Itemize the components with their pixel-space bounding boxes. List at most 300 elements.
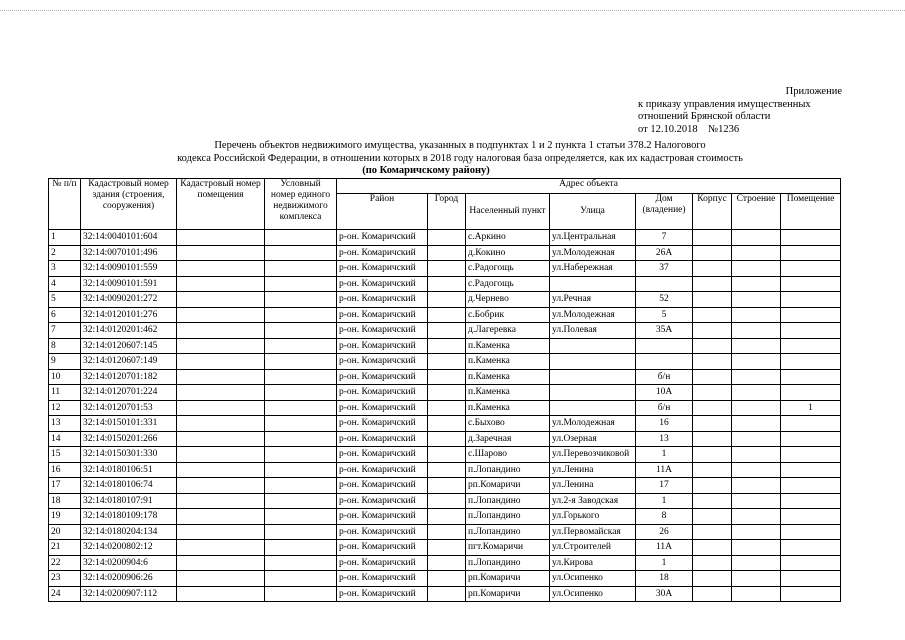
cell-locality: д.Заречная xyxy=(466,431,550,447)
cell-street: ул.Ленина xyxy=(550,478,636,494)
cell-cond-num xyxy=(265,400,337,416)
cell-korpus xyxy=(693,478,732,494)
cell-cond-num xyxy=(265,555,337,571)
cell-room xyxy=(781,493,841,509)
cell-house: 8 xyxy=(636,509,693,525)
cell-district: р-он. Комаричский xyxy=(337,323,428,339)
table-row xyxy=(49,307,841,323)
cell-street: ул.Осипенко xyxy=(550,586,636,602)
cell-korpus xyxy=(693,447,732,463)
cell-building xyxy=(732,447,781,463)
header-street: Улица xyxy=(550,194,636,230)
cell-building xyxy=(732,400,781,416)
cell-district: р-он. Комаричский xyxy=(337,540,428,556)
cell-locality: пгт.Комаричи xyxy=(466,540,550,556)
cell-num: 19 xyxy=(49,509,81,525)
cell-korpus xyxy=(693,509,732,525)
cell-city xyxy=(428,369,466,385)
cell-cad-room xyxy=(177,292,265,308)
cell-locality: рп.Комаричи xyxy=(466,586,550,602)
cell-locality: п.Лопандино xyxy=(466,493,550,509)
cell-cad-building: 32:14:0120101:276 xyxy=(81,307,177,323)
cell-cad-room xyxy=(177,400,265,416)
table-row xyxy=(49,245,841,261)
cell-district: р-он. Комаричский xyxy=(337,524,428,540)
cell-room xyxy=(781,338,841,354)
cell-house: 37 xyxy=(636,261,693,277)
cell-locality: с.Шарово xyxy=(466,447,550,463)
cell-num: 14 xyxy=(49,431,81,447)
cell-district: р-он. Комаричский xyxy=(337,369,428,385)
cell-house: 5 xyxy=(636,307,693,323)
cell-cond-num xyxy=(265,354,337,370)
cell-street: ул.Строителей xyxy=(550,540,636,556)
cell-cad-building: 32:14:0150101:331 xyxy=(81,416,177,432)
cell-city xyxy=(428,586,466,602)
cell-cad-room xyxy=(177,586,265,602)
cell-korpus xyxy=(693,385,732,401)
cell-locality: д.Лагеревка xyxy=(466,323,550,339)
cell-locality: п.Каменка xyxy=(466,369,550,385)
cell-locality: с.Бобрик xyxy=(466,307,550,323)
cell-house: 1 xyxy=(636,555,693,571)
cell-city xyxy=(428,493,466,509)
cell-locality: п.Каменка xyxy=(466,400,550,416)
cell-street xyxy=(550,276,636,292)
cell-building xyxy=(732,478,781,494)
cell-cond-num xyxy=(265,230,337,246)
cell-num: 21 xyxy=(49,540,81,556)
table-row xyxy=(49,354,841,370)
header-cond-num: Условный номер единого недвижимого комплекса xyxy=(265,179,337,230)
cell-locality: п.Лопандино xyxy=(466,462,550,478)
cell-num: 16 xyxy=(49,462,81,478)
property-table xyxy=(48,178,841,602)
cell-locality: с.Радогощь xyxy=(466,276,550,292)
cell-num: 15 xyxy=(49,447,81,463)
cell-cad-room xyxy=(177,338,265,354)
cell-street: ул.Кирова xyxy=(550,555,636,571)
header-address: Адрес объекта xyxy=(337,179,841,194)
cell-city xyxy=(428,307,466,323)
cell-cond-num xyxy=(265,571,337,587)
cell-korpus xyxy=(693,338,732,354)
cell-cad-room xyxy=(177,261,265,277)
cell-building xyxy=(732,230,781,246)
cell-room xyxy=(781,307,841,323)
cell-building xyxy=(732,385,781,401)
cell-city xyxy=(428,338,466,354)
cell-num: 18 xyxy=(49,493,81,509)
cell-cond-num xyxy=(265,292,337,308)
cell-house xyxy=(636,276,693,292)
cell-cad-room xyxy=(177,276,265,292)
cell-cad-building: 32:14:0040101:604 xyxy=(81,230,177,246)
cell-district: р-он. Комаричский xyxy=(337,462,428,478)
cell-city xyxy=(428,571,466,587)
cell-cad-building: 32:14:0120701:53 xyxy=(81,400,177,416)
cell-city xyxy=(428,555,466,571)
cell-korpus xyxy=(693,245,732,261)
cell-locality: рп.Комаричи xyxy=(466,478,550,494)
cell-cond-num xyxy=(265,338,337,354)
cell-cad-room xyxy=(177,354,265,370)
cell-room xyxy=(781,555,841,571)
cell-num: 11 xyxy=(49,385,81,401)
cell-korpus xyxy=(693,369,732,385)
cell-building xyxy=(732,416,781,432)
cell-cad-building: 32:14:0200802:12 xyxy=(81,540,177,556)
cell-cad-room xyxy=(177,431,265,447)
cell-city xyxy=(428,540,466,556)
cell-korpus xyxy=(693,524,732,540)
cell-house: 11А xyxy=(636,540,693,556)
cell-house: 26А xyxy=(636,245,693,261)
cell-street: ул.Первомайская xyxy=(550,524,636,540)
cell-cond-num xyxy=(265,509,337,525)
cell-room xyxy=(781,261,841,277)
cell-korpus xyxy=(693,431,732,447)
cell-building xyxy=(732,524,781,540)
cell-building xyxy=(732,369,781,385)
cell-cad-room xyxy=(177,493,265,509)
header-cad-building: Кадастровый номер здания (строения, сооружения) xyxy=(81,179,177,230)
cell-district: р-он. Комаричский xyxy=(337,431,428,447)
appendix-label: Приложение xyxy=(785,86,842,97)
table-row xyxy=(49,493,841,509)
table-row xyxy=(49,509,841,525)
cell-building xyxy=(732,509,781,525)
cell-building xyxy=(732,571,781,587)
document-title xyxy=(150,140,770,165)
cell-locality: п.Каменка xyxy=(466,338,550,354)
cell-house: 16 xyxy=(636,416,693,432)
cell-street: ул.Центральная xyxy=(550,230,636,246)
cell-street: ул.Горького xyxy=(550,509,636,525)
cell-district: р-он. Комаричский xyxy=(337,354,428,370)
table-row xyxy=(49,555,841,571)
cell-cad-building: 32:14:0200906:26 xyxy=(81,571,177,587)
scan-artifact xyxy=(0,10,905,17)
cell-district: р-он. Комаричский xyxy=(337,292,428,308)
cell-room xyxy=(781,586,841,602)
cell-num: 8 xyxy=(49,338,81,354)
header-district: Район xyxy=(337,194,428,230)
cell-room xyxy=(781,385,841,401)
cell-cad-room xyxy=(177,447,265,463)
table-row xyxy=(49,276,841,292)
cell-district: р-он. Комаричский xyxy=(337,385,428,401)
cell-cad-building: 32:14:0120701:224 xyxy=(81,385,177,401)
cell-house: 1 xyxy=(636,447,693,463)
cell-cad-building: 32:14:0180107:91 xyxy=(81,493,177,509)
cell-locality: п.Лопандино xyxy=(466,555,550,571)
cell-house: 35А xyxy=(636,323,693,339)
cell-street: ул.Речная xyxy=(550,292,636,308)
cell-building xyxy=(732,323,781,339)
cell-room xyxy=(781,230,841,246)
cell-cad-room xyxy=(177,509,265,525)
cell-district: р-он. Комаричский xyxy=(337,493,428,509)
cell-building xyxy=(732,354,781,370)
cell-district: р-он. Комаричский xyxy=(337,509,428,525)
cell-locality: д.Кокино xyxy=(466,245,550,261)
cell-building xyxy=(732,462,781,478)
cell-cad-building: 32:14:0120607:145 xyxy=(81,338,177,354)
cell-num: 13 xyxy=(49,416,81,432)
cell-cad-room xyxy=(177,524,265,540)
cell-city xyxy=(428,354,466,370)
cell-district: р-он. Комаричский xyxy=(337,245,428,261)
cell-district: р-он. Комаричский xyxy=(337,230,428,246)
cell-city xyxy=(428,416,466,432)
cell-cad-room xyxy=(177,478,265,494)
cell-city xyxy=(428,276,466,292)
cell-district: р-он. Комаричский xyxy=(337,478,428,494)
cell-korpus xyxy=(693,230,732,246)
table-row xyxy=(49,261,841,277)
cell-room xyxy=(781,447,841,463)
header-locality: Населенный пункт xyxy=(466,194,550,230)
cell-num: 20 xyxy=(49,524,81,540)
cell-korpus xyxy=(693,292,732,308)
cell-cond-num xyxy=(265,323,337,339)
cell-house: 18 xyxy=(636,571,693,587)
cell-cond-num xyxy=(265,524,337,540)
order-line-2: отношений Брянской области xyxy=(638,111,771,122)
cell-num: 9 xyxy=(49,354,81,370)
cell-num: 12 xyxy=(49,400,81,416)
cell-room xyxy=(781,292,841,308)
cell-cond-num xyxy=(265,478,337,494)
cell-city xyxy=(428,478,466,494)
cell-num: 1 xyxy=(49,230,81,246)
cell-district: р-он. Комаричский xyxy=(337,261,428,277)
cell-korpus xyxy=(693,586,732,602)
cell-city xyxy=(428,245,466,261)
cell-cad-building: 32:14:0090101:591 xyxy=(81,276,177,292)
cell-cad-room xyxy=(177,555,265,571)
cell-cad-room xyxy=(177,385,265,401)
cell-building xyxy=(732,292,781,308)
cell-district: р-он. Комаричский xyxy=(337,571,428,587)
header-num: № п/п xyxy=(49,179,81,230)
cell-cad-room xyxy=(177,416,265,432)
cell-city xyxy=(428,292,466,308)
cell-building xyxy=(732,540,781,556)
table-row xyxy=(49,524,841,540)
cell-house: 30А xyxy=(636,586,693,602)
cell-locality: п.Лопандино xyxy=(466,509,550,525)
cell-locality: рп.Комаричи xyxy=(466,571,550,587)
cell-locality: д.Чернево xyxy=(466,292,550,308)
cell-street: ул.Молодежная xyxy=(550,416,636,432)
cell-cad-building: 32:14:0070101:496 xyxy=(81,245,177,261)
cell-district: р-он. Комаричский xyxy=(337,416,428,432)
table-row xyxy=(49,540,841,556)
cell-house: б/н xyxy=(636,400,693,416)
cell-building xyxy=(732,307,781,323)
cell-street: ул.Перевозчиковой xyxy=(550,447,636,463)
header-korpus: Корпус xyxy=(693,194,732,230)
cell-house: 10А xyxy=(636,385,693,401)
cell-korpus xyxy=(693,571,732,587)
cell-room xyxy=(781,323,841,339)
order-line-1: к приказу управления имущественных xyxy=(638,98,811,110)
cell-cond-num xyxy=(265,261,337,277)
cell-street: ул.Набережная xyxy=(550,261,636,277)
cell-room xyxy=(781,431,841,447)
cell-room xyxy=(781,276,841,292)
cell-cad-building: 32:14:0200904:6 xyxy=(81,555,177,571)
cell-district: р-он. Комаричский xyxy=(337,338,428,354)
cell-house xyxy=(636,338,693,354)
cell-street: ул.Молодежная xyxy=(550,307,636,323)
cell-korpus xyxy=(693,416,732,432)
title-line-2: кодекса Российской Федерации, в отношении которых в 2018 году налоговая база определяется, как их кадастровая стоимость xyxy=(177,152,743,164)
cell-room xyxy=(781,416,841,432)
cell-cad-building: 32:14:0090201:272 xyxy=(81,292,177,308)
cell-korpus xyxy=(693,400,732,416)
cell-street: ул.Ленина xyxy=(550,462,636,478)
cell-street: ул.Осипенко xyxy=(550,571,636,587)
cell-cad-building: 32:14:0120607:149 xyxy=(81,354,177,370)
cell-cond-num xyxy=(265,416,337,432)
cell-street: ул.Полевая xyxy=(550,323,636,339)
cell-room xyxy=(781,571,841,587)
header-cad-room: Кадастровый номер помещения xyxy=(177,179,265,230)
cell-city xyxy=(428,524,466,540)
cell-cond-num xyxy=(265,276,337,292)
cell-room xyxy=(781,478,841,494)
document-subtitle: (по Комаричскому району) xyxy=(362,165,490,176)
cell-num: 22 xyxy=(49,555,81,571)
cell-city xyxy=(428,431,466,447)
cell-locality: п.Каменка xyxy=(466,354,550,370)
order-date-number: от 12.10.2018 №1236 xyxy=(638,123,740,135)
cell-cond-num xyxy=(265,586,337,602)
cell-cad-room xyxy=(177,230,265,246)
cell-district: р-он. Комаричский xyxy=(337,307,428,323)
cell-cad-building: 32:14:0180106:51 xyxy=(81,462,177,478)
cell-num: 17 xyxy=(49,478,81,494)
cell-house: 7 xyxy=(636,230,693,246)
cell-cad-room xyxy=(177,540,265,556)
cell-cond-num xyxy=(265,385,337,401)
cell-city xyxy=(428,230,466,246)
cell-korpus xyxy=(693,354,732,370)
cell-cond-num xyxy=(265,369,337,385)
cell-street xyxy=(550,369,636,385)
cell-room xyxy=(781,524,841,540)
cell-num: 5 xyxy=(49,292,81,308)
table-row xyxy=(49,369,841,385)
cell-city xyxy=(428,323,466,339)
cell-house: 11А xyxy=(636,462,693,478)
cell-cad-room xyxy=(177,462,265,478)
cell-cond-num xyxy=(265,462,337,478)
cell-house: 17 xyxy=(636,478,693,494)
cell-house: 52 xyxy=(636,292,693,308)
cell-cad-building: 32:14:0150301:330 xyxy=(81,447,177,463)
cell-house: 1 xyxy=(636,493,693,509)
cell-street xyxy=(550,385,636,401)
cell-korpus xyxy=(693,540,732,556)
cell-street xyxy=(550,400,636,416)
header-house: Дом (владение) xyxy=(636,194,693,230)
cell-building xyxy=(732,555,781,571)
cell-cond-num xyxy=(265,493,337,509)
cell-korpus xyxy=(693,276,732,292)
appendix-header xyxy=(638,86,848,136)
cell-street: ул.2-я Заводская xyxy=(550,493,636,509)
cell-locality: п.Лопандино xyxy=(466,524,550,540)
cell-district: р-он. Комаричский xyxy=(337,447,428,463)
cell-num: 6 xyxy=(49,307,81,323)
cell-house xyxy=(636,354,693,370)
cell-korpus xyxy=(693,493,732,509)
cell-room xyxy=(781,540,841,556)
cell-cad-room xyxy=(177,323,265,339)
cell-cond-num xyxy=(265,307,337,323)
table-row xyxy=(49,338,841,354)
table-row xyxy=(49,447,841,463)
cell-num: 2 xyxy=(49,245,81,261)
cell-room: 1 xyxy=(781,400,841,416)
cell-street: ул.Озерная xyxy=(550,431,636,447)
cell-num: 10 xyxy=(49,369,81,385)
cell-house: б/н xyxy=(636,369,693,385)
table-row xyxy=(49,478,841,494)
cell-city xyxy=(428,462,466,478)
cell-building xyxy=(732,493,781,509)
cell-locality: п.Каменка xyxy=(466,385,550,401)
cell-house: 26 xyxy=(636,524,693,540)
cell-room xyxy=(781,369,841,385)
header-building: Строение xyxy=(732,194,781,230)
cell-house: 13 xyxy=(636,431,693,447)
table-row xyxy=(49,385,841,401)
cell-street: ул.Молодежная xyxy=(550,245,636,261)
cell-cad-room xyxy=(177,369,265,385)
table-row xyxy=(49,586,841,602)
cell-cond-num xyxy=(265,431,337,447)
table-row xyxy=(49,462,841,478)
cell-cad-building: 32:14:0180204:134 xyxy=(81,524,177,540)
table-row xyxy=(49,416,841,432)
cell-korpus xyxy=(693,261,732,277)
table-row xyxy=(49,400,841,416)
cell-num: 23 xyxy=(49,571,81,587)
cell-city xyxy=(428,400,466,416)
cell-cond-num xyxy=(265,245,337,261)
title-line-1: Перечень объектов недвижимого имущества, указанных в подпунктах 1 и 2 пункта 1 статьи 378.2 Налогового xyxy=(214,140,706,151)
cell-locality: с.Радогощь xyxy=(466,261,550,277)
cell-city xyxy=(428,385,466,401)
table-row xyxy=(49,292,841,308)
cell-cad-building: 32:14:0180106:74 xyxy=(81,478,177,494)
cell-cad-building: 32:14:0120201:462 xyxy=(81,323,177,339)
cell-room xyxy=(781,509,841,525)
table-row xyxy=(49,571,841,587)
cell-city xyxy=(428,261,466,277)
cell-city xyxy=(428,509,466,525)
table-row xyxy=(49,431,841,447)
cell-building xyxy=(732,261,781,277)
cell-cond-num xyxy=(265,540,337,556)
cell-num: 7 xyxy=(49,323,81,339)
cell-street xyxy=(550,354,636,370)
